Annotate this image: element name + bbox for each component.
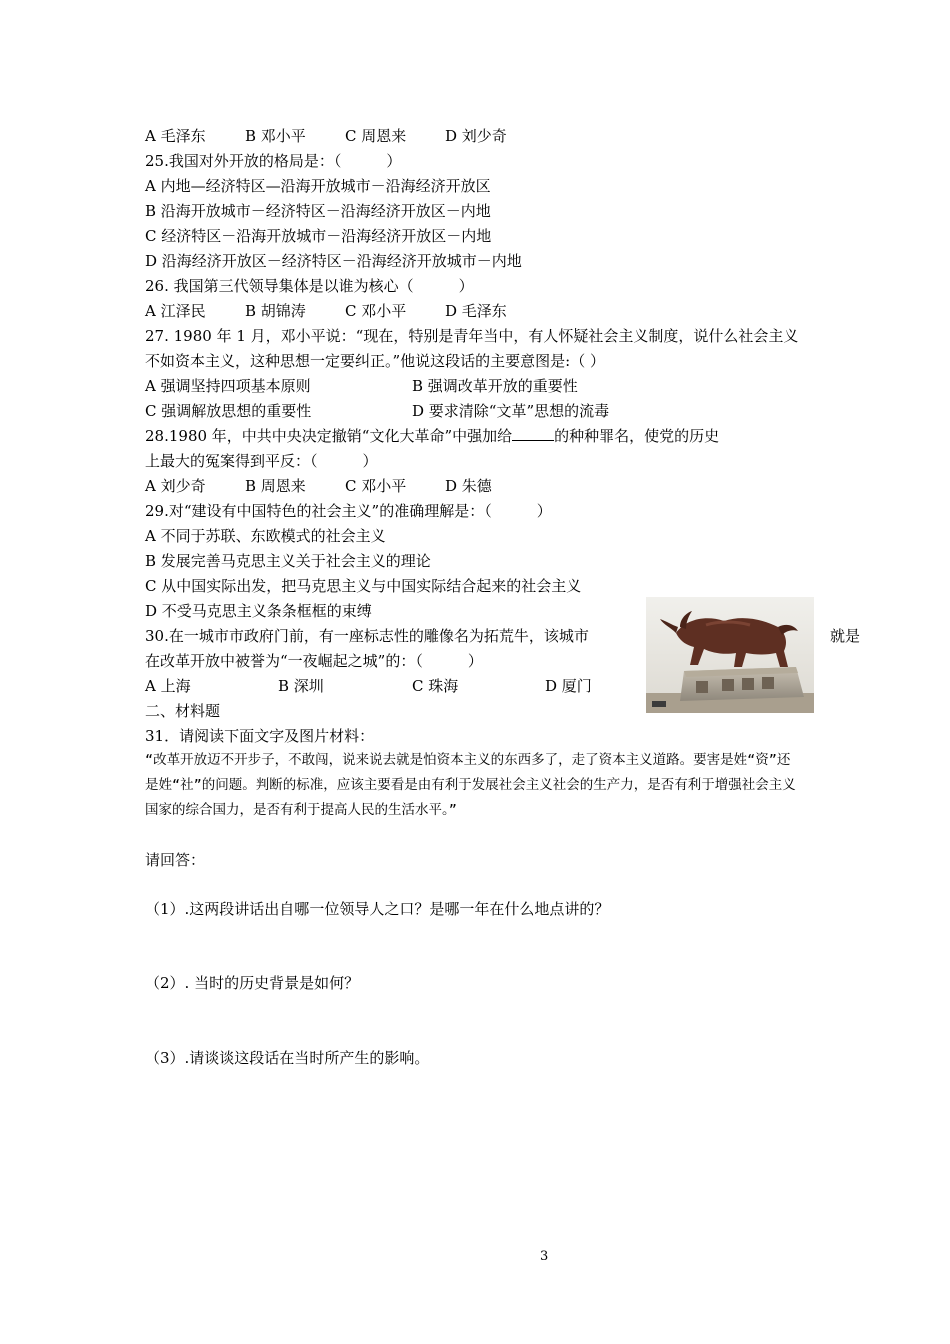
q28-stem-line2: 上最大的冤案得到平反：（ ） bbox=[145, 452, 378, 470]
q30-stem-line1: 30.在一城市市政府门前，有一座标志性的雕像名为拓荒牛，该城市 bbox=[145, 627, 589, 645]
q28-option-d: D 朱德 bbox=[445, 477, 492, 495]
q31-sub-question-2: （2）. 当时的历史背景是如何？ bbox=[145, 974, 360, 992]
q29-option-c: C 从中国实际出发，把马克思主义与中国实际结合起来的社会主义 bbox=[145, 577, 582, 595]
q27-option-a: A 强调坚持四项基本原则 bbox=[145, 377, 311, 395]
section-heading: 二、材料题 bbox=[145, 702, 221, 720]
q30-stem-tail: 就是 bbox=[830, 627, 861, 645]
page-number: 3 bbox=[540, 1249, 549, 1264]
q25-option-a: A 内地—经济特区—沿海开放城市－沿海经济开放区 bbox=[145, 177, 491, 195]
q26-option-b: B 胡锦涛 bbox=[245, 302, 306, 320]
q24-option-b: B 邓小平 bbox=[245, 127, 306, 145]
fill-in-blank bbox=[512, 426, 554, 441]
q31-sub-question-1: （1）.这两段讲话出自哪一位领导人之口？是哪一年在什么地点讲的？ bbox=[145, 900, 610, 918]
q31-sub-question-3: （3）.请谈谈这段话在当时所产生的影响。 bbox=[145, 1049, 430, 1067]
q25-option-d: D 沿海经济开放区－经济特区－沿海经济开放城市－内地 bbox=[145, 252, 522, 270]
q30-option-c: C 珠海 bbox=[412, 677, 459, 695]
q24-option-a: A 毛泽东 bbox=[145, 127, 206, 145]
q27-option-b: B 强调改革开放的重要性 bbox=[412, 377, 578, 395]
q28-stem-pre: 28.1980 年，中共中央决定撤销“文化大革命”中强加给 bbox=[145, 427, 513, 445]
q28-option-a: A 刘少奇 bbox=[145, 477, 206, 495]
q30-option-a: A 上海 bbox=[145, 677, 191, 695]
q31-stem: 31．请阅读下面文字及图片材料： bbox=[145, 727, 375, 745]
q26-stem: 26. 我国第三代领导集体是以谁为核心（ ） bbox=[145, 277, 474, 295]
q28-option-c: C 邓小平 bbox=[345, 477, 407, 495]
q30-option-b: B 深圳 bbox=[278, 677, 324, 695]
q25-option-c: C 经济特区－沿海开放城市－沿海经济开放区－内地 bbox=[145, 227, 492, 245]
q30-option-d: D 厦门 bbox=[545, 677, 592, 695]
q24-option-d: D 刘少奇 bbox=[445, 127, 507, 145]
q27-option-c: C 强调解放思想的重要性 bbox=[145, 402, 312, 420]
q28-stem-post: 的种种罪名，使党的历史 bbox=[554, 427, 720, 445]
q24-option-c: C 周恩来 bbox=[345, 127, 407, 145]
pioneer-bull-statue-image bbox=[646, 597, 814, 713]
q27-option-d: D 要求清除“文革”思想的流毒 bbox=[412, 402, 610, 420]
q26-option-d: D 毛泽东 bbox=[445, 302, 507, 320]
q26-option-a: A 江泽民 bbox=[145, 302, 206, 320]
q30-stem-line2: 在改革开放中被誉为“一夜崛起之城”的：（ ） bbox=[145, 652, 483, 670]
q28-stem-line1 bbox=[145, 426, 719, 446]
q25-stem: 25.我国对外开放的格局是：（ ） bbox=[145, 152, 402, 170]
q29-option-b: B 发展完善马克思主义关于社会主义的理论 bbox=[145, 552, 431, 570]
q27-stem-line2: 不如资本主义，这种思想一定要纠正。”他说这段话的主要意图是:（ ） bbox=[145, 352, 605, 370]
q31-quote-line3: 国家的综合国力，是否有利于提高人民的生活水平。” bbox=[145, 802, 457, 818]
q29-stem: 29.对“建设有中国特色的社会主义”的准确理解是：（ ） bbox=[145, 502, 552, 520]
q31-quote-line1: “改革开放迈不开步子，不敢闯，说来说去就是怕资本主义的东西多了，走了资本主义道路。要害是姓“资”还 bbox=[145, 752, 791, 768]
q25-option-b: B 沿海开放城市－经济特区－沿海经济开放区－内地 bbox=[145, 202, 491, 220]
answer-prompt: 请回答： bbox=[145, 851, 206, 869]
q31-quote-line2: 是姓“社”的问题。判断的标准，应该主要看是由有利于发展社会主义社会的生产力，是否有利于增强社会主义 bbox=[145, 777, 796, 793]
q27-stem-line1: 27. 1980 年 1 月，邓小平说：“现在，特别是青年当中，有人怀疑社会主义制度，说什么社会主义 bbox=[145, 327, 799, 345]
q28-option-b: B 周恩来 bbox=[245, 477, 306, 495]
q29-option-a: A 不同于苏联、东欧模式的社会主义 bbox=[145, 527, 386, 545]
q26-option-c: C 邓小平 bbox=[345, 302, 407, 320]
q29-option-d: D 不受马克思主义条条框框的束缚 bbox=[145, 602, 372, 620]
